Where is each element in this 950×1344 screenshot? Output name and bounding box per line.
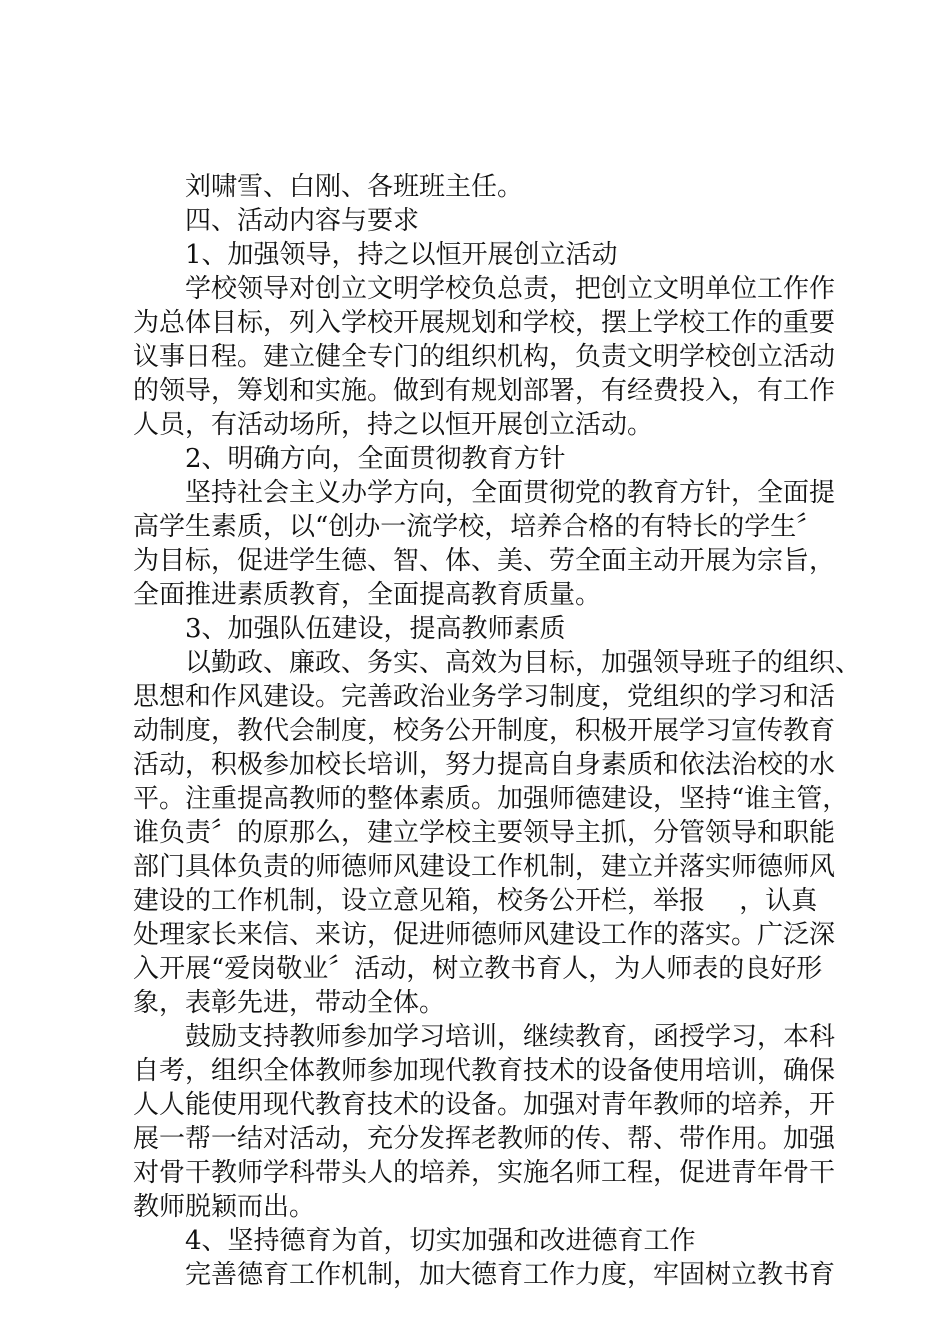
subsection-heading: 3、加强队伍建设，提高教师素质 — [185, 614, 566, 644]
text-line: 谁负责〞的原那么，建立学校主要领导主抓，分管领导和职能 — [133, 818, 836, 848]
text-line: 高学生素质，以“创办一流学校，培养合格的有特长的学生〞 — [133, 512, 823, 542]
text-line: 为总体目标，列入学校开展规划和学校，摆上学校工作的重要 — [133, 308, 836, 338]
text-line: 对骨干教师学科带头人的培养，实施名师工程，促进青年骨干 — [133, 1158, 836, 1188]
text-line: 入开展“爱岗敬业〞活动，树立教书育人，为人师表的良好形 — [133, 954, 823, 984]
text-line: 动制度，教代会制度，校务公开制度，积极开展学习宣传教育 — [133, 716, 836, 746]
text-line: 为目标，促进学生德、智、体、美、劳全面主动开展为宗旨， — [133, 546, 836, 576]
subsection-heading: 2、明确方向，全面贯彻教育方针 — [185, 444, 566, 474]
text-line: 思想和作风建设。完善政治业务学习制度，党组织的学习和活 — [133, 682, 836, 712]
text-line: 全面推进素质教育，全面提高教育质量。 — [133, 580, 602, 610]
text-line: 建设的工作机制，设立意见箱，校务公开栏，举报 ，认真 — [133, 886, 818, 916]
section-heading: 四、活动内容与要求 — [185, 206, 420, 236]
text-line: 完善德育工作机制，加大德育工作力度，牢固树立教书育 — [185, 1260, 836, 1290]
text-line: 部门具体负责的师德师风建设工作机制，建立并落实师德师风 — [133, 852, 836, 882]
text-line: 人人能使用现代教育技术的设备。加强对青年教师的培养，开 — [133, 1090, 836, 1120]
text-line: 以勤政、廉政、务实、高效为目标，加强领导班子的组织、 — [185, 648, 862, 678]
subsection-heading: 4、坚持德育为首，切实加强和改进德育工作 — [185, 1226, 696, 1256]
text-line: 议事日程。建立健全专门的组织机构，负责文明学校创立活动 — [133, 342, 836, 372]
document-body — [133, 170, 862, 1292]
text-line: 展一帮一结对活动，充分发挥老教师的传、帮、带作用。加强 — [133, 1124, 836, 1154]
subsection-heading: 1、加强领导，持之以恒开展创立活动 — [185, 240, 618, 270]
text-line: 活动，积极参加校长培训，努力提高自身素质和依法治校的水 — [133, 750, 836, 780]
text-line: 自考，组织全体教师参加现代教育技术的设备使用培训，确保 — [133, 1056, 836, 1086]
text-line: 处理家长来信、来访，促进师德师风建设工作的落实。广泛深 — [133, 920, 836, 950]
text-line: 的领导，筹划和实施。做到有规划部署，有经费投入，有工作 — [133, 376, 836, 406]
text-line: 教师脱颖而出。 — [133, 1192, 316, 1222]
text-line: 平。注重提高教师的整体素质。加强师德建设，坚持“谁主管， — [133, 784, 849, 814]
text-line: 坚持社会主义办学方向，全面贯彻党的教育方针，全面提 — [185, 478, 836, 508]
text-line: 象，表彰先进，带动全体。 — [133, 988, 446, 1018]
text-line: 鼓励支持教师参加学习培训，继续教育，函授学习，本科 — [185, 1022, 836, 1052]
text-line: 刘啸雪、白刚、各班班主任。 — [185, 172, 524, 202]
text-line: 人员，有活动场所，持之以恒开展创立活动。 — [133, 410, 654, 440]
text-line: 学校领导对创立文明学校负总责，把创立文明单位工作作 — [185, 274, 836, 304]
